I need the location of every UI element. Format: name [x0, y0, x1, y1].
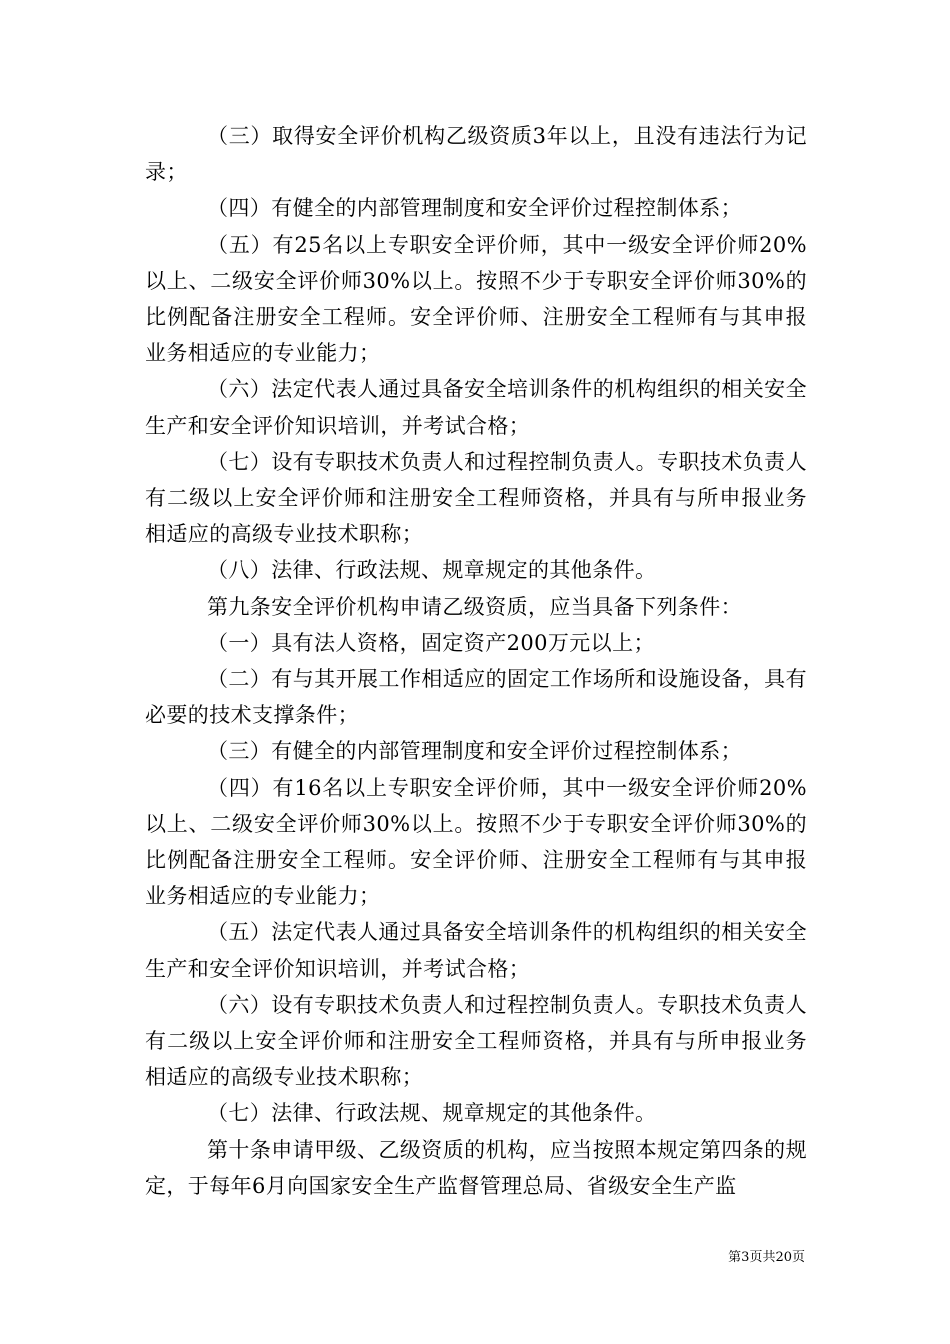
page-number: 第3页共20页: [728, 1250, 805, 1265]
paragraph: （六）法定代表人通过具备安全培训条件的机构组织的相关安全生产和安全评价知识培训，并考试合格；: [145, 377, 807, 438]
paragraph: （六）设有专职技术负责人和过程控制负责人。专职技术负责人有二级以上安全评价师和注册安全工程师资格，并具有与所申报业务相适应的高级专业技术职称；: [145, 992, 807, 1090]
document-body: [145, 118, 807, 1204]
article-heading-paragraph: 第九条安全评价机构申请乙级资质，应当具备下列条件：: [207, 594, 742, 619]
paragraph: （二）有与其开展工作相适应的固定工作场所和设施设备，具有必要的技术支撑条件；: [145, 667, 807, 728]
paragraph: （四）有健全的内部管理制度和安全评价过程控制体系；: [207, 196, 742, 221]
paragraph: （三）有健全的内部管理制度和安全评价过程控制体系；: [207, 739, 742, 764]
paragraph: （五）有25名以上专职安全评价师，其中一级安全评价师20%以上、二级安全评价师30%以上。按照不少于专职安全评价师30%的比例配备注册安全工程师。安全评价师、注册安全工程师有与其申报业务相适应的专业能力；: [145, 232, 807, 366]
paragraph: （五）法定代表人通过具备安全培训条件的机构组织的相关安全生产和安全评价知识培训，并考试合格；: [145, 920, 807, 981]
paragraph: （七）设有专职技术负责人和过程控制负责人。专职技术负责人有二级以上安全评价师和注册安全工程师资格，并具有与所申报业务相适应的高级专业技术职称；: [145, 449, 807, 547]
paragraph: （一）具有法人资格，固定资产200万元以上；: [207, 630, 655, 655]
article-heading-paragraph: 第十条申请甲级、乙级资质的机构，应当按照本规定第四条的规定，于每年6月向国家安全生产监督管理总局、省级安全生产监: [145, 1137, 807, 1198]
paragraph: （八）法律、行政法规、规章规定的其他条件。: [207, 558, 657, 583]
paragraph: （三）取得安全评价机构乙级资质3年以上，且没有违法行为记录；: [145, 124, 807, 185]
paragraph: （四）有16名以上专职安全评价师，其中一级安全评价师20%以上、二级安全评价师30%以上。按照不少于专职安全评价师30%的比例配备注册安全工程师。安全评价师、注册安全工程师有与其申报业务相适应的专业能力；: [145, 775, 807, 909]
paragraph: （七）法律、行政法规、规章规定的其他条件。: [207, 1101, 657, 1126]
